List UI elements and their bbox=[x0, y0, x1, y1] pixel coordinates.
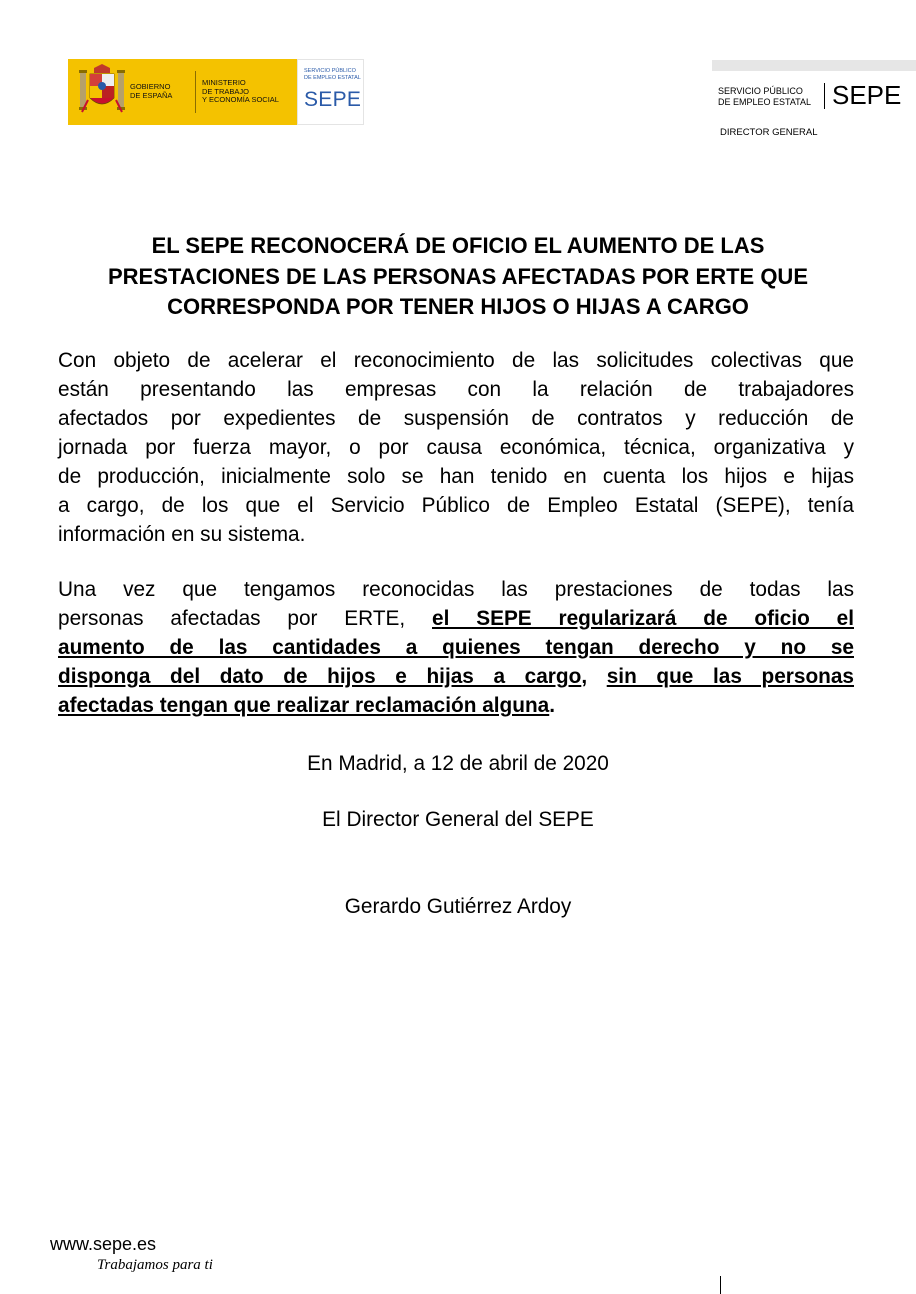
header-right-divider bbox=[824, 83, 825, 109]
header-right-line-1: SERVICIO PÚBLICO bbox=[718, 86, 803, 96]
gobierno-line-2: DE ESPAÑA bbox=[130, 90, 173, 100]
paragraph-2-emphasis: sin que las personas bbox=[606, 665, 854, 688]
footer-website-link[interactable]: www.sepe.es bbox=[50, 1234, 157, 1254]
paragraph-1-line: están presentando las empresas con la relación de trabajadores bbox=[58, 378, 854, 401]
paragraph-1-line: información en su sistema. bbox=[58, 523, 306, 546]
sepe-logo-small bbox=[297, 59, 364, 125]
paragraph-2-period: . bbox=[549, 694, 556, 717]
footer-mark bbox=[720, 1276, 721, 1294]
logo-divider bbox=[195, 71, 196, 113]
sepe-small-brand: SEPE bbox=[304, 88, 362, 111]
header-right-line-2: DE EMPLEO ESTATAL bbox=[718, 97, 812, 107]
paragraph-2-emphasis: afectadas tengan que realizar reclamación alguna bbox=[58, 694, 550, 717]
place-and-date: En Madrid, a 12 de abril de 2020 bbox=[307, 752, 609, 775]
paragraph-2-line bbox=[58, 633, 854, 662]
header-right-subtitle: DIRECTOR GENERAL bbox=[720, 127, 818, 138]
paragraph-2-line bbox=[58, 691, 854, 720]
signer-title: El Director General del SEPE bbox=[322, 808, 594, 831]
paragraph-1-line: de producción, inicialmente solo se han tenido en cuenta los hijos e hijas bbox=[58, 465, 854, 488]
paragraph-2-line bbox=[58, 604, 854, 633]
document-title bbox=[40, 231, 876, 323]
sepe-small-line-1: SERVICIO PÚBLICO bbox=[304, 68, 356, 74]
paragraph-2-line bbox=[58, 662, 854, 691]
paragraph-1 bbox=[58, 346, 854, 549]
paragraph-2-emphasis: disponga del dato de hijos e hijas a cargo bbox=[58, 665, 582, 688]
paragraph-1-line: afectados por expedientes de suspensión de contratos y reducción de bbox=[58, 407, 854, 430]
paragraph-2-emphasis: aumento de las cantidades a quienes tengan derecho y no se bbox=[58, 636, 854, 659]
header-right-brand: SEPE bbox=[832, 80, 902, 110]
header-grey-bar bbox=[712, 60, 916, 71]
paragraph-2 bbox=[58, 575, 854, 720]
coat-of-arms-icon bbox=[78, 64, 126, 120]
title-line-2: PRESTACIONES DE LAS PERSONAS AFECTADAS POR ERTE QUE bbox=[107, 263, 808, 289]
gobierno-line-1: GOBIERNO bbox=[130, 82, 171, 91]
government-logo-yellow-panel bbox=[68, 59, 297, 125]
paragraph-2-emphasis: el SEPE regularizará de oficio el bbox=[432, 607, 854, 630]
ministerio-line-2: DE TRABAJO bbox=[202, 86, 249, 96]
paragraph-2-text: personas afectadas por ERTE, bbox=[58, 607, 433, 630]
paragraph-2-comma: , bbox=[581, 665, 607, 688]
paragraph-2-line: Una vez que tengamos reconocidas las prestaciones de todas las bbox=[58, 578, 854, 601]
title-line-3: CORRESPONDA POR TENER HIJOS O HIJAS A CARGO bbox=[167, 294, 749, 319]
title-line-1: EL SEPE RECONOCERÁ DE OFICIO EL AUMENTO DE LAS bbox=[151, 233, 765, 258]
sepe-small-line-2: DE EMPLEO ESTATAL bbox=[304, 74, 361, 81]
ministerio-line-1: MINISTERIO bbox=[202, 78, 246, 87]
signer-name: Gerardo Gutiérrez Ardoy bbox=[344, 895, 572, 918]
government-logo bbox=[68, 59, 364, 125]
footer-tagline: Trabajamos para ti bbox=[97, 1257, 213, 1273]
paragraph-1-line: Con objeto de acelerar el reconocimiento de las solicitudes colectivas que bbox=[58, 349, 854, 372]
ministerio-line-3: Y ECONOMÍA SOCIAL bbox=[202, 95, 279, 104]
paragraph-1-line: a cargo, de los que el Servicio Público de Empleo Estatal (SEPE), tenía bbox=[58, 494, 854, 517]
paragraph-1-line: jornada por fuerza mayor, o por causa económica, técnica, organizativa y bbox=[58, 436, 854, 459]
